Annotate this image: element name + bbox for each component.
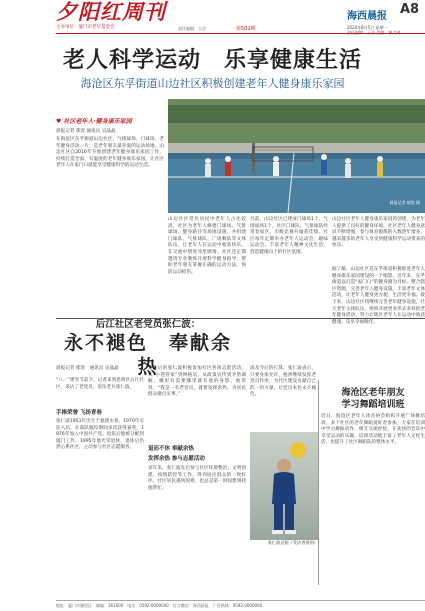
column-divider [318, 380, 319, 585]
article2-col1: 张仁波1951年出生于福建永春，1970年应征入伍，在部队服役期间多次获得嘉奖，1976年加入中国共产党。退伍后他被分配到厦门工作，1995年他光荣退休，退休后仍然心系社区，主动参与社区志愿服务。 [56, 419, 144, 451]
article2-col3: 多年来，张仁波先后参与社区环境整治、文明创建、疫情防控等工作，得到居民群众的一致好评。社区居民遇到困难，也总是第一时间想到找他帮忙。 [148, 466, 246, 491]
article2-subhead1: 手捧荣誉 飞扬青春 [56, 410, 102, 416]
article2-byline: 晨报记者 郁容 通讯员 吴晶晶 [56, 366, 119, 371]
article1-col1: 在海沧区东孚街道山边社区，气排球场、门球场、老年健身活动一片，是老年朋友最喜爱的运动场地。山边社区自2016年开始创建老年健身康乐家园工作，持续打造全面、有温度的老年健身康乐家园，让社区老年人在家门口就能享受健康科学的运动生活。 [56, 137, 164, 169]
masthead-editors: 责任编辑：王洁 [178, 26, 206, 31]
portrait-photo [250, 432, 318, 540]
article2-col2: 退休后的张仁波积极参加社区各项志愿活动，从“小巷管家”到网格员，从政策宣传到矛盾调解，哪里有需要哪里就有他的身影。他常说：“我是一名老党员，就要发挥余热，为居民群众做点实事。” [148, 366, 246, 398]
article1-col4: 山边社区老年人健身康乐家园的创建，为老年人提供了良好的健身环境，社区老年人健身意识不断增强，参与体育锻炼的人数逐年增多，越来越多的老年人享受到健康科学运动带来的快乐。 [332, 217, 425, 249]
sidebar-body: 近日，海沧区老年人体育协会组织开展广场舞培训，多个社区的老年舞蹈爱好者参加，大家在培训中学习舞蹈动作，相互交流经验，在欢快的音乐中享受运动的乐趣。培训活动既丰富了老年人文化生活，也提升了社区舞蹈队的整体水平。 [321, 414, 425, 446]
portrait-photo-caption: 张仁波近照（受访者供图） [267, 540, 318, 545]
article2-col4: 谈及今后的打算，张仁波表示，只要身体允许，他将继续发挥老党员作用，为社区建设贡献自己的一份力量，让党员本色永不褪色。 [250, 366, 316, 398]
page-number: A8 [400, 2, 420, 17]
article2-headline-small: 后江社区老党员张仁波： [95, 319, 201, 330]
article2-subhead3: 发挥余热 参与志愿活动 [148, 456, 205, 462]
article1-col5: 据了解，山边社区是东孚街道积极推进老年人健身康乐家园建设的一个缩影。近年来，东孚街道以打造“家门口”的健身圈为目标，整合辖区资源，完善老年人健身设施，丰富老年文体活动，让老年人健身更方便、生活更幸福。接下来，山边社区将继续完善老年健身设施，壮大老年文体队伍，组织开展更多形式多样的老年健身活动，努力让辖区老年人在运动中收获健康，乐享幸福晚年。 [332, 267, 425, 325]
masthead-title: 夕阳红周刊 [56, 0, 166, 24]
article2-subhead2: 退而不休 奉献余热 [148, 446, 194, 452]
volleyball-player-photo [250, 432, 318, 540]
main-photo [168, 99, 425, 213]
date-text: 2024年8月5日 星期一 [347, 25, 388, 30]
masthead-subtitle: 主办单位：厦门市老年基金会 [56, 25, 115, 30]
column-banner [56, 116, 164, 126]
main-photo-caption: 晨报记者 郁容 摄 [389, 200, 420, 205]
page-footer: 地址：厦门市湖里区 邮编：361000 电话：0592-0000000 官方微信：海西晨报 广告热线：0592-0000000 [56, 600, 425, 610]
sub-headline: 海沧区东孚街道山边社区积极创建老年人健身康乐家园 [80, 77, 345, 90]
article1-byline: 晨报记者 郁容 通讯员 吴晶晶 [56, 129, 116, 134]
article2-headline: 永不褪色 奉献余热 [63, 332, 232, 378]
sidebar-title-line: 海沧区老年朋友 学习舞蹈培训班 [341, 388, 405, 410]
column-banner-text: 社区老年人·健身康乐家园 [63, 118, 132, 125]
issue-number: 第502期 [236, 26, 256, 32]
article1-col2: 山边社区常住居民中老年人占比较高，社区为老年人修建门球场、气排球场、健身路径等场地设施，并组建门球队、气排球队、广场舞队等文体队伍，让老年人在运动中收获快乐，在交流中增进邻里感情。社区还定期邀请专业教练开展科学健身指导，帮助老年朋友掌握正确的运动方法，预防运动损伤。 [168, 217, 246, 275]
newspaper-logo: 海西晨报 [347, 11, 387, 22]
sidebar-title [321, 387, 425, 411]
article2-lead: “八一”建军节前夕，记者来到思明区后江社区，采访了老党员、退伍老兵张仁波。 [56, 378, 144, 390]
masthead-rule [56, 33, 425, 34]
outdoor-court-photo [168, 99, 425, 213]
main-headline: 老人科学运动 乐享健康生活 [62, 48, 362, 73]
article1-col3: 目前，山边社区已建成门球场1个、气排球场1个，社区门球队、气排球队经常参加区、市级比赛并屡获佳绩。社区每年定期举办老年人运动会、趣味运动会，丰富老年人精神文化生活，营造健康向上的社区氛围。 [250, 217, 328, 255]
heart-icon: ♥ [56, 118, 62, 125]
